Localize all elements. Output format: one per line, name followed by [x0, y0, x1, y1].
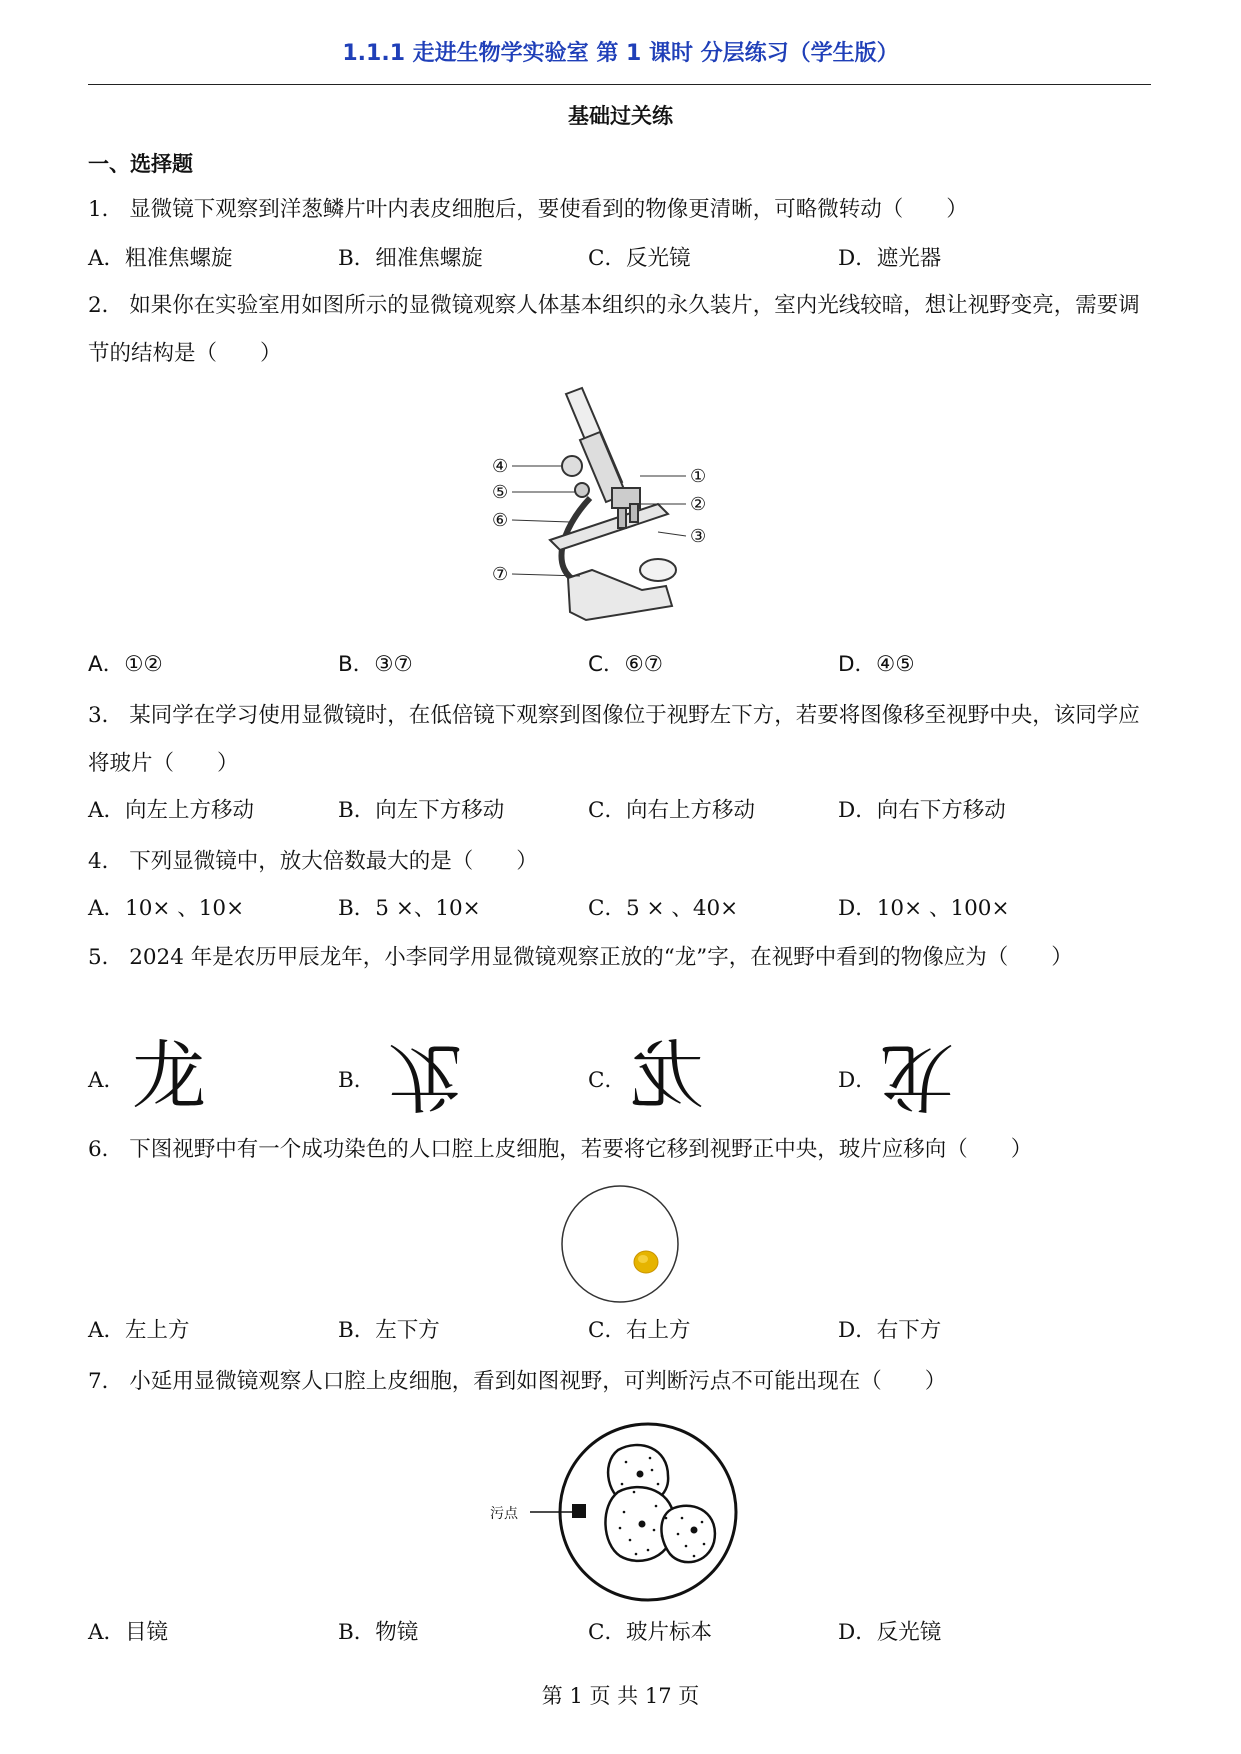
header-divider	[88, 84, 1151, 85]
q5-option-b: B．	[338, 1068, 376, 1093]
q4-option-c: C．5 × 、40×	[588, 896, 739, 921]
question-6: 6． 下图视野中有一个成功染色的人口腔上皮细胞，若要将它移到视野正中央，玻片应移向（ ）	[88, 1137, 1033, 1162]
q7-option-c: C．玻片标本	[588, 1620, 712, 1645]
label-7: ⑦	[492, 564, 509, 585]
question-3: 3． 某同学在学习使用显微镜时，在低倍镜下观察到图像位于视野左下方，若要将图像移至视野中央，该同学应将玻片（ ）	[88, 703, 1140, 776]
question-5: 5． 2024 年是农历甲辰龙年，小李同学用显微镜观察正放的“龙”字，在视野中看到的物像应为（ ）	[88, 945, 1073, 970]
q3-option-a: A．向左上方移动	[88, 798, 255, 823]
q7-option-d: D．反光镜	[838, 1620, 942, 1645]
microscope-figure	[490, 380, 750, 630]
dirt-label: 污点	[490, 1506, 518, 1522]
label-1: ①	[690, 466, 707, 487]
stained-cell-highlight	[638, 1255, 648, 1263]
question-7: 7． 小延用显微镜观察人口腔上皮细胞，看到如图视野，可判断污点不可能出现在（ ）	[88, 1369, 947, 1394]
question-1: 1． 显微镜下观察到洋葱鳞片叶内表皮细胞后，要使看到的物像更清晰，可略微转动（ ）	[88, 197, 968, 222]
q1-option-a: A．粗准焦螺旋	[88, 246, 233, 271]
q6-option-d: D．右下方	[838, 1318, 942, 1343]
q2-option-d: D．④⑤	[838, 652, 915, 677]
q3-option-b: B．向左下方移动	[338, 798, 505, 823]
part-title: 一、选择题	[88, 152, 193, 176]
field-of-view-circle	[562, 1186, 678, 1302]
q1-option-d: D．遮光器	[838, 246, 942, 271]
cell-3	[661, 1506, 714, 1562]
label-6: ⑥	[492, 510, 509, 531]
label-5: ⑤	[492, 482, 509, 503]
cell-view-figure	[490, 1418, 750, 1608]
q3-option-d: D．向右下方移动	[838, 798, 1006, 823]
q4-option-a: A．10× 、10×	[88, 896, 245, 921]
q5-option-d: D．	[838, 1068, 877, 1093]
page-footer: 第 1 页 共 17 页	[541, 1684, 700, 1708]
q6-option-b: B．左下方	[338, 1318, 440, 1343]
question-2: 2． 如果你在实验室用如图所示的显微镜观察人体基本组织的永久装片，室内光线较暗，想让视野变亮，需要调节的结构是（ ）	[88, 293, 1140, 366]
dirt-spot	[572, 1504, 586, 1518]
q7-option-b: B．物镜	[338, 1620, 419, 1645]
q5-option-a: A．	[88, 1068, 126, 1093]
glyph-mirrored: 龙	[630, 1033, 704, 1119]
glyph-normal: 龙	[132, 1033, 206, 1119]
field-of-view-figure	[556, 1180, 684, 1308]
q2-option-a: A．①②	[88, 652, 163, 677]
document-title: 1.1.1 走进生物学实验室 第 1 课时 分层练习（学生版）	[342, 41, 899, 66]
q4-option-b: B．5 ×、10×	[338, 896, 481, 921]
q5-option-c: C．	[588, 1068, 626, 1093]
label-3: ③	[690, 526, 707, 547]
glyph-rotated-180: 龙	[880, 1033, 954, 1119]
q1-option-b: B．细准焦螺旋	[338, 246, 483, 271]
q2-option-c: C．⑥⑦	[588, 652, 664, 677]
label-4: ④	[492, 456, 509, 477]
q1-option-c: C．反光镜	[588, 246, 691, 271]
q4-option-d: D．10× 、100×	[838, 896, 1010, 921]
glyph-flipped-vertical: 龙	[388, 1033, 462, 1119]
q6-option-a: A．左上方	[88, 1318, 190, 1343]
question-4: 4． 下列显微镜中，放大倍数最大的是（ ）	[88, 849, 538, 874]
q3-option-c: C．向右上方移动	[588, 798, 755, 823]
section-title: 基础过关练	[568, 104, 673, 128]
q2-option-b: B．③⑦	[338, 652, 413, 677]
q6-option-c: C．右上方	[588, 1318, 691, 1343]
label-2: ②	[690, 494, 707, 515]
q7-option-a: A．目镜	[88, 1620, 169, 1645]
